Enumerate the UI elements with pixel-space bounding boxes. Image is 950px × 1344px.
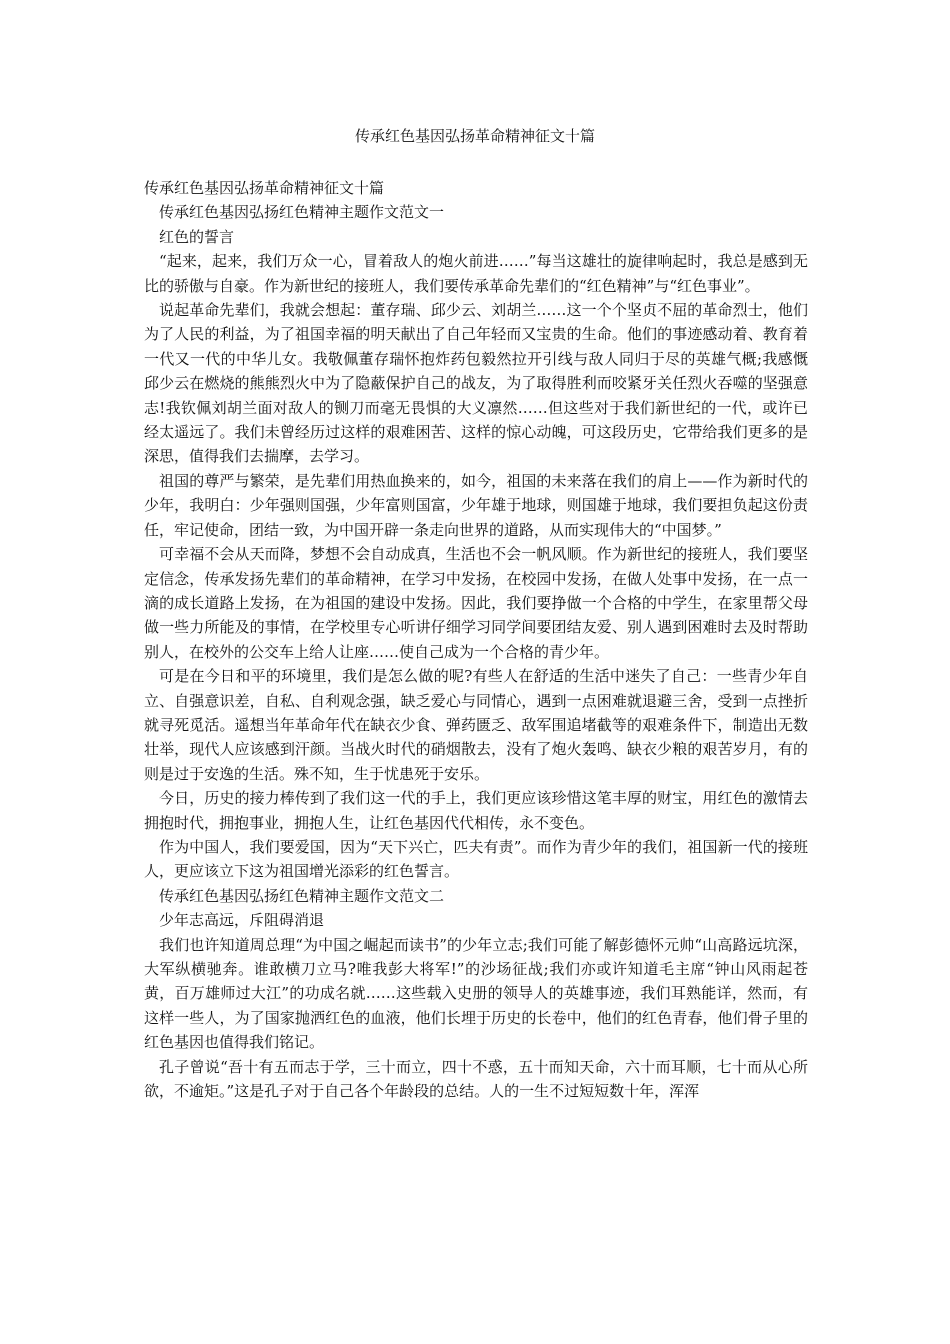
paragraph: 祖国的尊严与繁荣，是先辈们用热血换来的，如今，祖国的未来落在我们的肩上——作为新时代的少年，我明白：少年强则国强，少年富则国富，少年雄于地球，则国雄于地球，我们要担负起这份责任，牢记使命，团结一致，为中国开辟一条走向世界的道路，从而实现伟大的“中国梦。” [144, 471, 808, 539]
paragraph: 红色的誓言 [159, 227, 235, 246]
document-title: 传承红色基因弘扬革命精神征文十篇 [354, 127, 595, 145]
paragraph: 说起革命先辈们，我就会想起：董存瑞、邱少云、刘胡兰……这一个个坚贞不屈的革命烈士，他们为了人民的利益，为了祖国幸福的明天献出了自己年轻而又宝贵的生命。他们的事迹感动着、教育着一代又一代的中华儿女。我敬佩董存瑞怀抱炸药包毅然拉开引线与敌人同归于尽的英雄气概;我感慨邱少云在燃烧的熊熊烈火中为了隐蔽保护自己的战友，为了取得胜利而咬紧牙关任烈火吞噬的坚强意志!我钦佩刘胡兰面对敌人的铡刀而毫无畏惧的大义凛然……但这些对于我们新世纪的一代，或许已经太遥远了。我们未曾经历过这样的艰难困苦、这样的惊心动魄，可这段历史，它带给我们更多的是深思，值得我们去揣摩，去学习。 [144, 301, 808, 466]
paragraph: 作为中国人，我们要爱国，因为“天下兴亡，匹夫有责”。而作为青少年的我们，祖国新一代的接班人，更应该立下这为祖国增光添彩的红色誓言。 [144, 837, 808, 881]
paragraph: “起来，起来，我们万众一心，冒着敌人的炮火前进……”每当这雄壮的旋律响起时，我总是感到无比的骄傲与自豪。作为新世纪的接班人，我们要传承革命先辈们的“红色精神”与“红色事业”。 [144, 252, 808, 295]
document-body [144, 176, 808, 1103]
paragraph: 传承红色基因弘扬革命精神征文十篇 [144, 179, 385, 197]
paragraph: 我们也许知道周总理“为中国之崛起而读书”的少年立志;我们可能了解彭德怀元帅“山高路远坑深，大军纵横驰奔。谁敢横刀立马?唯我彭大将军!”的沙场征战;我们亦或许知道毛主席“钟山风雨起苍黄，百万雄师过大江”的功成名就……这些载入史册的领导人的英雄事迹，我们耳熟能详，然而，有这样一些人，为了国家抛洒红色的血液，他们长埋于历史的长卷中，他们的红色青春，他们骨子里的红色基因也值得我们铭记。 [144, 935, 808, 1052]
paragraph: 少年志高远，斥阻碍消退 [159, 911, 325, 930]
paragraph: 传承红色基因弘扬红色精神主题作文范文一 [159, 203, 445, 222]
paragraph: 今日，历史的接力棒传到了我们这一代的手上，我们更应该珍惜这笔丰厚的财宝，用红色的激情去拥抱时代，拥抱事业，拥抱人生，让红色基因代代相传，永不变色。 [144, 789, 808, 832]
paragraph: 孔子曾说“吾十有五而志于学，三十而立，四十不惑，五十而知天命，六十而耳顺，七十而从心所欲，不逾矩。”这是孔子对于自己各个年龄段的总结。人的一生不过短短数十年，浑浑 [144, 1057, 808, 1101]
paragraph: 可是在今日和平的环境里，我们是怎么做的呢?有些人在舒适的生活中迷失了自己：一些青少年自立、自强意识差，自私、自利观念强，缺乏爱心与同情心，遇到一点困难就退避三舍，受到一点挫折就寻死觅活。遥想当年革命年代在缺衣少食、弹药匮乏、敌军围追堵截等的艰难条件下，制造出无数壮举，现代人应该感到汗颜。当战火时代的硝烟散去，没有了炮火轰鸣、缺衣少粮的艰苦岁月，有的则是过于安逸的生活。殊不知，生于忧患死于安乐。 [144, 667, 808, 783]
paragraph: 传承红色基因弘扬红色精神主题作文范文二 [159, 886, 445, 905]
paragraph: 可幸福不会从天而降，梦想不会自动成真，生活也不会一帆风顺。作为新世纪的接班人，我们要坚定信念，传承发扬先辈们的革命精神，在学习中发扬，在校园中发扬，在做人处事中发扬，在一点一滴的成长道路上发扬，在为祖国的建设中发扬。因此，我们要挣做一个合格的中学生，在家里帮父母做一些力所能及的事情，在学校里专心听讲仔细学习同学间要团结友爱、别人遇到困难时去及时帮助别人，在校外的公交车上给人让座……使自己成为一个合格的青少年。 [144, 545, 808, 661]
